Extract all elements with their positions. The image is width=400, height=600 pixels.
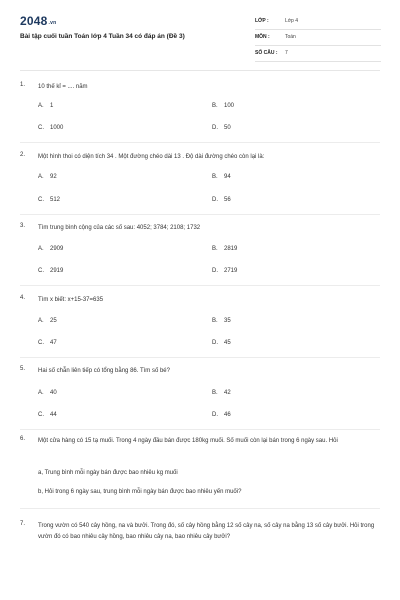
header-divider [20, 70, 380, 71]
option-text: 100 [224, 103, 235, 109]
question-divider [20, 285, 380, 286]
question-number: 2. [20, 152, 26, 158]
option-letter: D. [212, 125, 218, 131]
option-text: 2719 [224, 268, 238, 274]
question-text: Tìm x biết: x+15-37=635 [38, 297, 104, 303]
meta-value: Lớp 4 [285, 18, 299, 24]
option-letter: A. [38, 174, 44, 180]
option-letter: A. [38, 390, 44, 396]
option-text: 44 [50, 412, 57, 418]
option-text: 50 [224, 125, 231, 131]
option-text: 56 [224, 197, 231, 203]
option-text: 40 [50, 390, 57, 396]
meta-value: 7 [285, 50, 288, 56]
option-text: 42 [224, 390, 231, 396]
option-a[interactable] [38, 246, 63, 252]
option-letter: D. [212, 268, 218, 274]
option-b[interactable] [212, 174, 231, 180]
option-c[interactable] [38, 340, 57, 346]
option-d[interactable] [212, 412, 231, 418]
option-letter: B. [212, 390, 218, 396]
option-d[interactable] [212, 268, 237, 274]
option-a[interactable] [38, 103, 53, 109]
option-b[interactable] [212, 103, 234, 109]
meta-info [255, 16, 381, 64]
option-text: 47 [50, 340, 57, 346]
question-text: 10 thế kỉ = .... năm [38, 84, 88, 90]
sub-question-a: a, Trung bình mỗi ngày bán được bao nhiêu kg muối [38, 470, 178, 476]
meta-row-count [255, 48, 381, 62]
option-letter: C. [38, 197, 44, 203]
option-letter: A. [38, 318, 44, 324]
option-letter: C. [38, 340, 44, 346]
question-divider [20, 357, 380, 358]
question-divider [20, 214, 380, 215]
option-text: 512 [50, 197, 61, 203]
option-b[interactable] [212, 246, 237, 252]
option-letter: B. [212, 246, 218, 252]
option-d[interactable] [212, 125, 231, 131]
option-b[interactable] [212, 390, 231, 396]
logo-tld: .vn [48, 20, 57, 26]
option-letter: B. [212, 174, 218, 180]
option-letter: D. [212, 197, 218, 203]
site-logo[interactable] [20, 14, 56, 28]
option-c[interactable] [38, 125, 63, 131]
meta-label: SỐ CÂU : [255, 50, 278, 56]
option-d[interactable] [212, 197, 231, 203]
option-letter: D. [212, 412, 218, 418]
meta-value: Toán [285, 34, 296, 40]
option-letter: C. [38, 268, 44, 274]
option-letter: B. [212, 318, 218, 324]
document-header [0, 0, 400, 74]
option-a[interactable] [38, 174, 57, 180]
meta-row-class [255, 16, 381, 30]
option-c[interactable] [38, 197, 60, 203]
question-divider [20, 508, 380, 509]
question-number: 5. [20, 366, 26, 372]
question-divider [20, 142, 380, 143]
question-text: Một cửa hàng có 15 tạ muối. Trong 4 ngày đầu bán được 180kg muối. Số muối còn lại bán trong 6 ngày sau. Hỏi [38, 438, 338, 444]
option-text: 92 [50, 174, 57, 180]
option-text: 2819 [224, 246, 238, 252]
option-d[interactable] [212, 340, 231, 346]
option-text: 2919 [50, 268, 64, 274]
option-a[interactable] [38, 318, 57, 324]
meta-label: MÔN : [255, 34, 270, 40]
option-text: 46 [224, 412, 231, 418]
option-text: 1 [50, 103, 54, 109]
option-text: 35 [224, 318, 231, 324]
option-text: 1000 [50, 125, 64, 131]
meta-label: LỚP : [255, 18, 269, 24]
option-b[interactable] [212, 318, 231, 324]
option-text: 94 [224, 174, 231, 180]
option-letter: C. [38, 125, 44, 131]
option-letter: A. [38, 103, 44, 109]
option-letter: D. [212, 340, 218, 346]
option-c[interactable] [38, 412, 57, 418]
option-text: 45 [224, 340, 231, 346]
sub-question-b: b, Hỏi trong 6 ngày sau, trung bình mỗi ngày bán được bao nhiêu yến muối? [38, 489, 242, 495]
option-c[interactable] [38, 268, 63, 274]
question-number: 1. [20, 82, 26, 88]
logo-text: 2048 [20, 14, 48, 28]
meta-row-subject [255, 32, 381, 46]
option-letter: C. [38, 412, 44, 418]
document-title: Bài tập cuối tuần Toán lớp 4 Tuần 34 có đáp án (Đề 3) [20, 33, 185, 40]
option-letter: A. [38, 246, 44, 252]
question-number: 3. [20, 223, 26, 229]
question-divider [20, 429, 380, 430]
question-number: 7. [20, 521, 26, 527]
question-text: Một hình thoi có diện tích 34 . Một đường chéo dài 13 . Độ dài đường chéo còn lại là: [38, 154, 265, 160]
question-text: Trong vườn có 540 cây hồng, na và bưởi. Trong đó, số cây hồng bằng 12 số cây na, số cây na bằng 13 số cây bưởi. Hỏi trong vườn đó có bao nhiêu cây hồng, bao nhiêu cây na, bao nhiêu cây bưởi? [38, 523, 375, 540]
option-text: 25 [50, 318, 57, 324]
option-text: 2909 [50, 246, 64, 252]
question-number: 6. [20, 436, 26, 442]
question-text: Tìm trung bình cộng của các số sau: 4052; 3784; 2108; 1732 [38, 225, 201, 231]
option-letter: B. [212, 103, 218, 109]
question-text: Hai số chẵn liên tiếp có tổng bằng 86. Tìm số bé? [38, 368, 170, 374]
question-number: 4. [20, 295, 26, 301]
option-a[interactable] [38, 390, 57, 396]
